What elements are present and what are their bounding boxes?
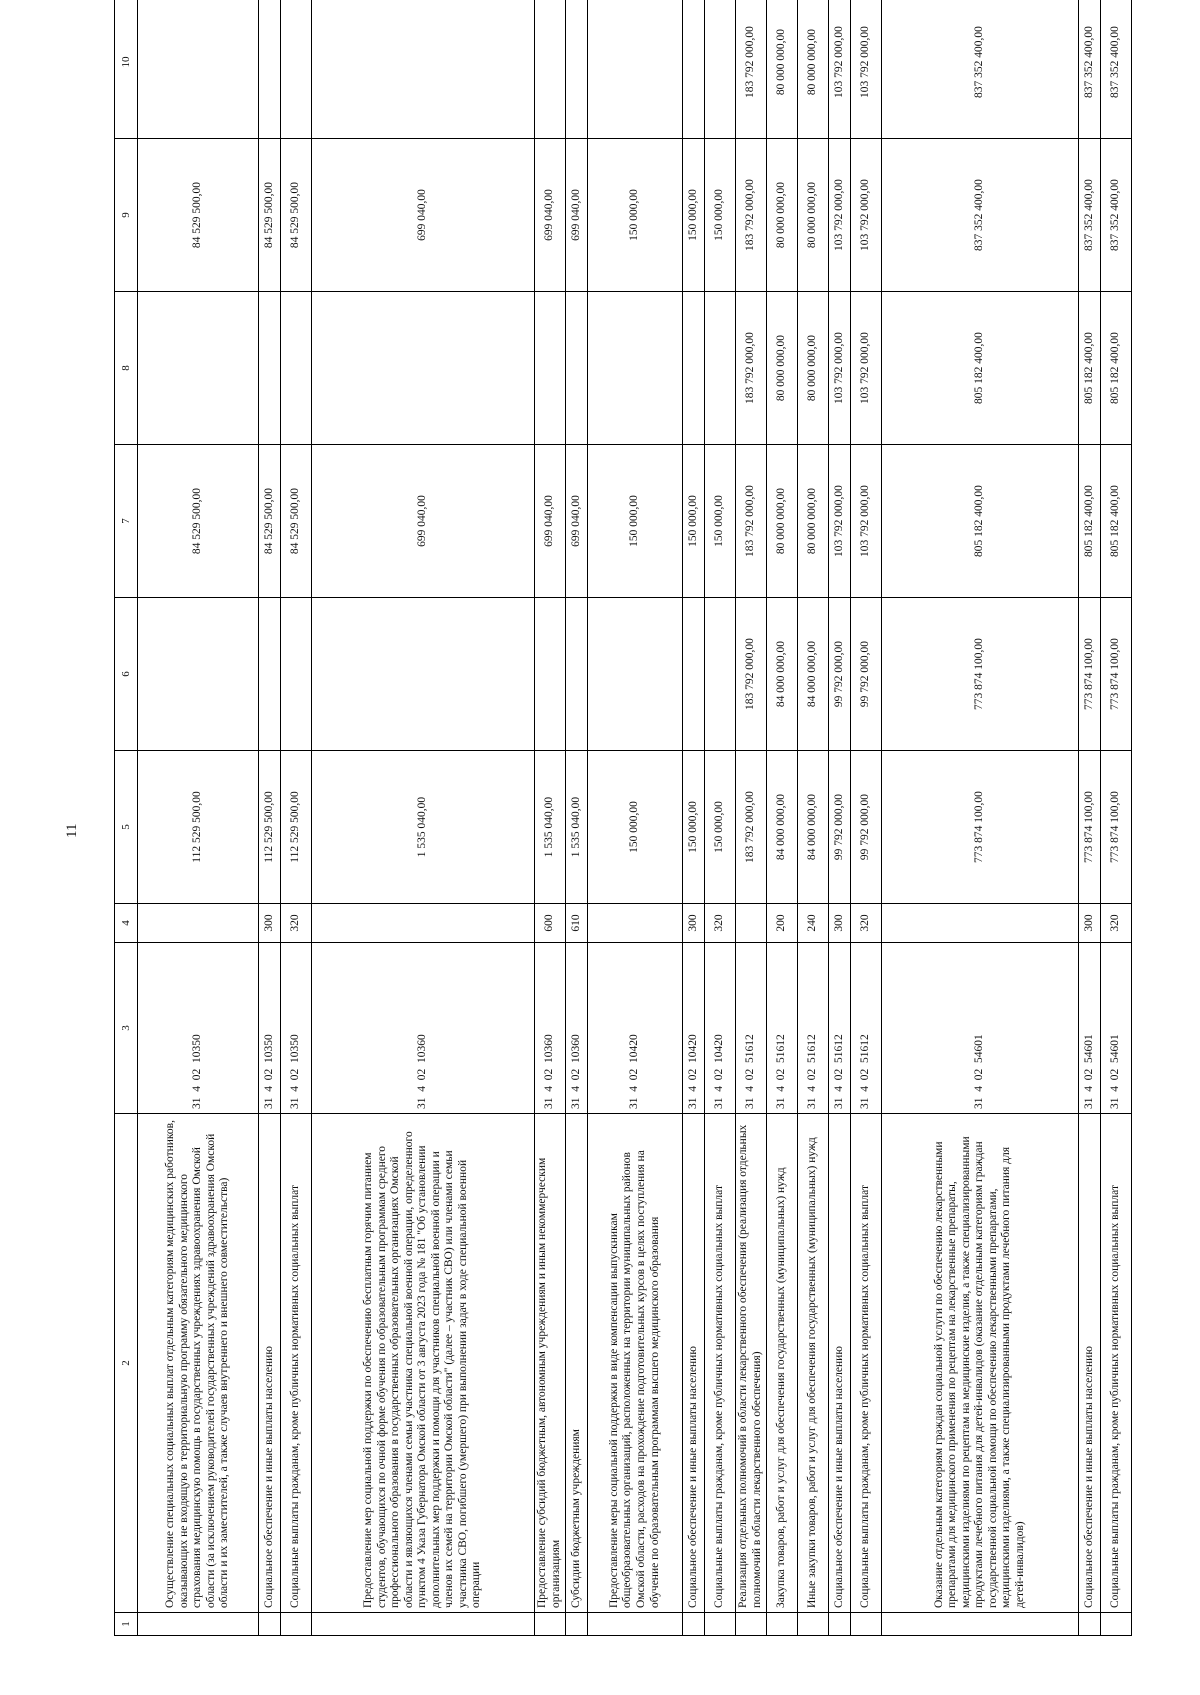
table-row	[588, 0, 683, 1636]
row-description: Предоставление мер социальной поддержки по обеспечению бесплатным горячим питанием студентов, обучающихся по очной форме обучения по образовательным программам среднего профессионального образования в государственных образовательных организациях Омской области и являющихся членами семьи участника специальной военной операции, определенного пунктом 4 Указа Губернатора Омской области от 3 августа 2023 года № 181 "Об установлении дополнительных мер поддержки и помощи для участников специальной военной операции и членов их семей на территории Омской области" (далее – участник СВО) или членами семьи участника СВО, погибшего (умершего) при выполнении задач в ходе специальной военной операции	[312, 1114, 535, 1613]
row-amount-5: 773 874 100,00	[1079, 751, 1101, 904]
row-amount-5: 150 000,00	[588, 751, 683, 904]
row-amount-10: 80 000 000,00	[767, 0, 798, 139]
row-amount-9: 699 040,00	[312, 139, 535, 292]
row-amount-8	[683, 292, 705, 445]
row-amount-6	[138, 598, 259, 751]
row-amount-7: 150 000,00	[683, 445, 705, 598]
row-vr: 320	[705, 904, 736, 943]
row-code: 31 4 02 51612	[829, 943, 851, 1114]
row-code: 31 4 02 51612	[736, 943, 767, 1114]
row-amount-7: 805 182 400,00	[1101, 445, 1132, 598]
row-amount-5: 84 000 000,00	[767, 751, 798, 904]
row-amount-8: 805 182 400,00	[1101, 292, 1132, 445]
row-amount-10: 103 792 000,00	[829, 0, 851, 139]
table-row	[566, 0, 588, 1636]
row-amount-9: 103 792 000,00	[829, 139, 851, 292]
table-row	[1101, 0, 1132, 1636]
row-amount-6	[281, 598, 312, 751]
row-code: 31 4 02 10360	[535, 943, 566, 1114]
row-vr	[312, 904, 535, 943]
row-amount-8	[566, 292, 588, 445]
row-amount-10	[566, 0, 588, 139]
row-description: Социальные выплаты гражданам, кроме публичных нормативных социальных выплат	[851, 1114, 882, 1613]
row-description: Иные закупки товаров, работ и услуг для обеспечения государственных (муниципальных) нужд	[798, 1114, 829, 1613]
row-amount-8	[138, 292, 259, 445]
table-row	[312, 0, 535, 1636]
row-amount-7: 84 529 500,00	[281, 445, 312, 598]
row-amount-9: 84 529 500,00	[281, 139, 312, 292]
row-amount-5: 183 792 000,00	[736, 751, 767, 904]
row-amount-9: 183 792 000,00	[736, 139, 767, 292]
row-amount-6	[312, 598, 535, 751]
row-code: 31 4 02 54601	[1079, 943, 1101, 1114]
row-amount-9: 150 000,00	[705, 139, 736, 292]
row-amount-9: 103 792 000,00	[851, 139, 882, 292]
row-amount-6	[535, 598, 566, 751]
table-row	[683, 0, 705, 1636]
row-vr: 300	[1079, 904, 1101, 943]
row-code: 31 4 02 10360	[566, 943, 588, 1114]
row-amount-8: 805 182 400,00	[882, 292, 1079, 445]
row-amount-10: 183 792 000,00	[736, 0, 767, 139]
col-header-4: 4	[115, 904, 138, 943]
table-row	[798, 0, 829, 1636]
row-amount-10	[259, 0, 281, 139]
row-amount-7: 80 000 000,00	[767, 445, 798, 598]
table-row	[281, 0, 312, 1636]
row-amount-7: 150 000,00	[588, 445, 683, 598]
row-amount-5: 84 000 000,00	[798, 751, 829, 904]
row-code: 31 4 02 10420	[588, 943, 683, 1114]
row-amount-8	[588, 292, 683, 445]
row-amount-5: 112 529 500,00	[281, 751, 312, 904]
table-row	[535, 0, 566, 1636]
col-header-6: 6	[115, 598, 138, 751]
row-amount-5: 773 874 100,00	[882, 751, 1079, 904]
row-amount-10: 80 000 000,00	[798, 0, 829, 139]
row-vr: 320	[851, 904, 882, 943]
row-description: Социальные выплаты гражданам, кроме публичных нормативных социальных выплат	[705, 1114, 736, 1613]
table-row	[736, 0, 767, 1636]
row-amount-5: 773 874 100,00	[1101, 751, 1132, 904]
row-amount-10	[535, 0, 566, 139]
row-amount-6: 773 874 100,00	[1079, 598, 1101, 751]
row-amount-5: 112 529 500,00	[138, 751, 259, 904]
row-vr: 300	[259, 904, 281, 943]
row-amount-5: 150 000,00	[705, 751, 736, 904]
row-amount-8	[259, 292, 281, 445]
row-amount-9: 837 352 400,00	[1101, 139, 1132, 292]
row-code: 31 4 02 10350	[281, 943, 312, 1114]
row-code: 31 4 02 10420	[705, 943, 736, 1114]
row-vr	[736, 904, 767, 943]
col-header-2: 2	[115, 1114, 138, 1613]
row-description: Оказание отдельным категориям граждан социальной услуги по обеспечению лекарственными препаратами для медицинского применения по рецептам на лекарственные препараты, медицинскими изделиями по рецептам на медицинские изделия, а также специализированными продуктами лечебного питания для детей-инвалидов (оказание отдельным категориям граждан государственной социальной помощи по обеспечению лекарственными препаратами, медицинскими изделиями, а также специализированными продуктами лечебного питания для детей-инвалидов)	[882, 1114, 1079, 1613]
row-amount-6: 99 792 000,00	[829, 598, 851, 751]
row-amount-9: 84 529 500,00	[138, 139, 259, 292]
col-header-9: 9	[115, 139, 138, 292]
row-amount-5: 1 535 040,00	[535, 751, 566, 904]
row-description: Осуществление специальных социальных выплат отдельным категориям медицинских работников, оказывающих не входящую в территориальную программу обязательного медицинского страхования медицинскую помощь в государственных учреждениях здравоохранения Омской области (за исключением руководителей государственных учреждений здравоохранения Омской области и их заместителей, а также случаев внутреннего и внешнего совместительства)	[138, 1114, 259, 1613]
row-amount-8	[705, 292, 736, 445]
row-amount-6: 84 000 000,00	[767, 598, 798, 751]
row-description: Социальные выплаты гражданам, кроме публичных нормативных социальных выплат	[1101, 1114, 1132, 1613]
row-vr: 240	[798, 904, 829, 943]
row-amount-6	[588, 598, 683, 751]
row-description: Реализация отдельных полномочий в области лекарственного обеспечения (реализация отдельных полномочий в области лекарственного обеспечения)	[736, 1114, 767, 1613]
row-amount-5: 99 792 000,00	[851, 751, 882, 904]
row-code: 31 4 02 10350	[138, 943, 259, 1114]
row-amount-7: 805 182 400,00	[882, 445, 1079, 598]
col-header-8: 8	[115, 292, 138, 445]
col-header-5: 5	[115, 751, 138, 904]
row-amount-9: 150 000,00	[683, 139, 705, 292]
row-amount-9: 84 529 500,00	[259, 139, 281, 292]
row-amount-10	[588, 0, 683, 139]
row-amount-6	[259, 598, 281, 751]
row-code: 31 4 02 10360	[312, 943, 535, 1114]
row-amount-7: 183 792 000,00	[736, 445, 767, 598]
row-amount-8	[312, 292, 535, 445]
row-vr: 600	[535, 904, 566, 943]
rotated-table-wrapper	[114, 26, 1122, 1636]
row-description: Социальное обеспечение и иные выплаты населению	[683, 1114, 705, 1613]
row-amount-6: 773 874 100,00	[1101, 598, 1132, 751]
row-amount-5: 99 792 000,00	[829, 751, 851, 904]
row-code: 31 4 02 10350	[259, 943, 281, 1114]
table-row	[138, 0, 259, 1636]
row-amount-8: 103 792 000,00	[851, 292, 882, 445]
row-code: 31 4 02 51612	[851, 943, 882, 1114]
row-vr: 300	[829, 904, 851, 943]
row-description: Социальное обеспечение и иные выплаты населению	[829, 1114, 851, 1613]
row-amount-8	[535, 292, 566, 445]
row-amount-9: 837 352 400,00	[1079, 139, 1101, 292]
row-amount-5: 150 000,00	[683, 751, 705, 904]
row-amount-8: 183 792 000,00	[736, 292, 767, 445]
row-description: Субсидии бюджетным учреждениям	[566, 1114, 588, 1613]
row-amount-5: 112 529 500,00	[259, 751, 281, 904]
row-amount-7: 805 182 400,00	[1079, 445, 1101, 598]
row-vr: 320	[281, 904, 312, 943]
row-amount-7: 84 529 500,00	[138, 445, 259, 598]
row-amount-9: 80 000 000,00	[767, 139, 798, 292]
row-amount-8	[281, 292, 312, 445]
row-vr: 320	[1101, 904, 1132, 943]
row-amount-7: 80 000 000,00	[798, 445, 829, 598]
row-amount-7: 103 792 000,00	[829, 445, 851, 598]
row-amount-5: 1 535 040,00	[566, 751, 588, 904]
table-row	[1079, 0, 1101, 1636]
row-vr: 300	[683, 904, 705, 943]
row-description: Предоставление субсидий бюджетным, автономным учреждениям и иным некоммерческим организациям	[535, 1114, 566, 1613]
col-header-10: 10	[115, 0, 138, 139]
row-amount-10	[683, 0, 705, 139]
page-number: 11	[64, 823, 80, 838]
budget-table	[114, 0, 1132, 1636]
row-description: Предоставление меры социальной поддержки в виде компенсации выпускникам общеобразовательных организаций, расположенных на территории муниципальных районов Омской области, расходов на прохождение подготовительных курсов в целях поступления на обучение по образовательным программам высшего медицинского образования	[588, 1114, 683, 1613]
row-amount-7: 699 040,00	[566, 445, 588, 598]
row-amount-10: 837 352 400,00	[882, 0, 1079, 139]
row-amount-10	[705, 0, 736, 139]
row-amount-7: 699 040,00	[312, 445, 535, 598]
row-amount-9: 699 040,00	[566, 139, 588, 292]
table-row	[882, 0, 1079, 1636]
row-amount-7: 103 792 000,00	[851, 445, 882, 598]
row-amount-7: 699 040,00	[535, 445, 566, 598]
row-amount-10	[281, 0, 312, 139]
table-row	[705, 0, 736, 1636]
row-code: 31 4 02 54601	[1101, 943, 1132, 1114]
row-code: 31 4 02 10420	[683, 943, 705, 1114]
row-amount-7: 84 529 500,00	[259, 445, 281, 598]
column-number-row	[115, 0, 138, 1636]
row-amount-6: 84 000 000,00	[798, 598, 829, 751]
table-row	[829, 0, 851, 1636]
row-amount-6	[566, 598, 588, 751]
col-header-1: 1	[115, 1613, 138, 1636]
row-amount-9: 80 000 000,00	[798, 139, 829, 292]
row-amount-6: 773 874 100,00	[882, 598, 1079, 751]
table-row	[259, 0, 281, 1636]
row-amount-6: 99 792 000,00	[851, 598, 882, 751]
row-vr	[882, 904, 1079, 943]
row-description: Социальное обеспечение и иные выплаты населению	[259, 1114, 281, 1613]
row-amount-10: 103 792 000,00	[851, 0, 882, 139]
table-row	[851, 0, 882, 1636]
row-vr	[588, 904, 683, 943]
row-description: Социальные выплаты гражданам, кроме публичных нормативных социальных выплат	[281, 1114, 312, 1613]
row-amount-10	[312, 0, 535, 139]
row-amount-9: 699 040,00	[535, 139, 566, 292]
row-amount-5: 1 535 040,00	[312, 751, 535, 904]
row-code: 31 4 02 54601	[882, 943, 1079, 1114]
row-amount-10	[138, 0, 259, 139]
row-amount-10: 837 352 400,00	[1101, 0, 1132, 139]
col-header-3: 3	[115, 943, 138, 1114]
row-amount-7: 150 000,00	[705, 445, 736, 598]
row-amount-9: 837 352 400,00	[882, 139, 1079, 292]
table-row	[767, 0, 798, 1636]
row-amount-9: 150 000,00	[588, 139, 683, 292]
row-amount-10: 837 352 400,00	[1079, 0, 1101, 139]
row-amount-6: 183 792 000,00	[736, 598, 767, 751]
row-vr: 200	[767, 904, 798, 943]
row-description: Закупка товаров, работ и услуг для обеспечения государственных (муниципальных) нужд	[767, 1114, 798, 1613]
row-description: Социальное обеспечение и иные выплаты населению	[1079, 1114, 1101, 1613]
row-code: 31 4 02 51612	[798, 943, 829, 1114]
row-amount-8: 80 000 000,00	[767, 292, 798, 445]
row-amount-8: 103 792 000,00	[829, 292, 851, 445]
row-code: 31 4 02 51612	[767, 943, 798, 1114]
row-vr: 610	[566, 904, 588, 943]
row-amount-6	[705, 598, 736, 751]
row-amount-6	[683, 598, 705, 751]
row-amount-8: 80 000 000,00	[798, 292, 829, 445]
col-header-7: 7	[115, 445, 138, 598]
row-vr	[138, 904, 259, 943]
row-amount-8: 805 182 400,00	[1079, 292, 1101, 445]
